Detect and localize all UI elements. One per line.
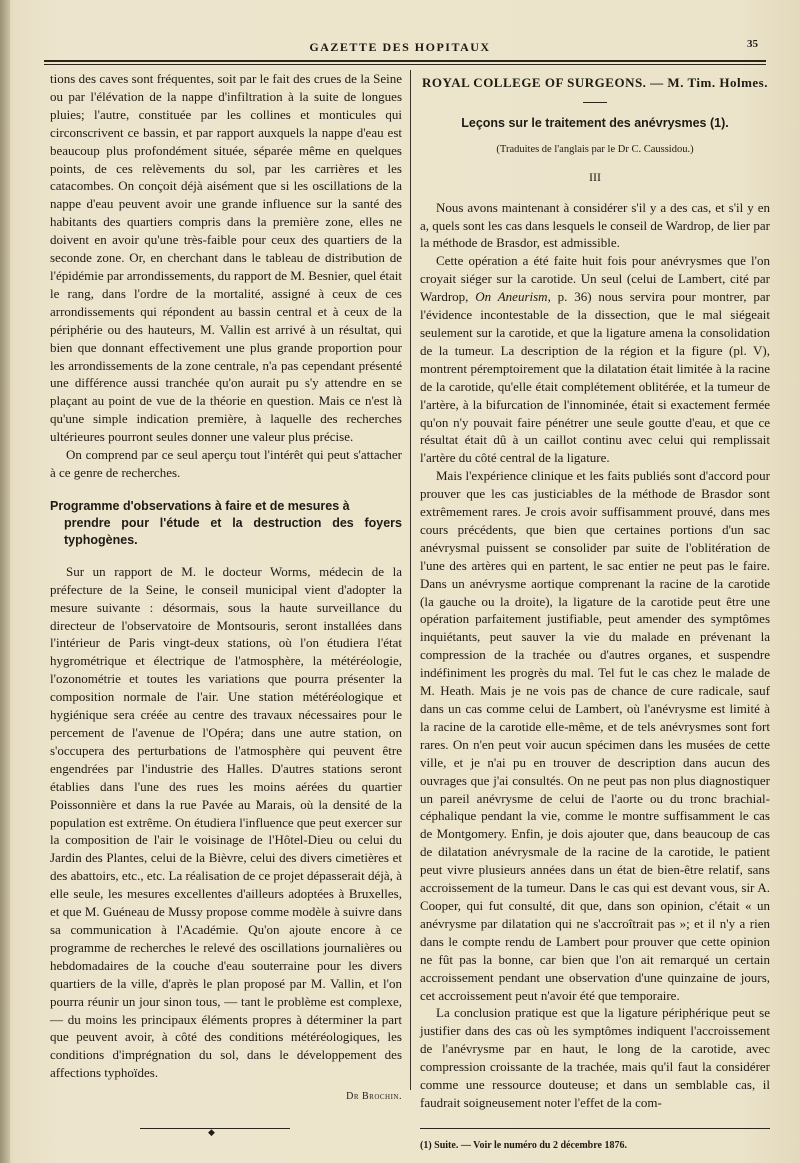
journal-title: GAZETTE DES HOPITAUX — [309, 40, 491, 54]
paragraph-2 — [420, 252, 770, 467]
section-title — [50, 498, 402, 549]
second-paragraph: On comprend par ce seul aperçu tout l'intérêt qui peut s'attacher à ce genre de recherches. — [50, 447, 402, 480]
paragraph-4: La conclusion pratique est que la ligature périphérique peut se justifier dans des cas où les symptômes indiquent l'accroissement de l'anévrysme par en haut, le long de la carotide, avec compression croissante de la trachée, mais qu'il faut la considérer comme une ressource douteuse; et dans un semblable cas, il faudrait soigneusement noter l'effet de la com- — [420, 1005, 770, 1110]
p2-start: Cette opération a été faite huit fois pour anévrysmes que l'on croyait siéger sur la carotide. Un seul (celui de Lambert, cité par Wardrop, — [420, 253, 770, 305]
ornament-line — [140, 1128, 290, 1129]
paragraph-3: Mais l'expérience clinique et les faits publiés sont d'accord pour prouver que les cas justiciables de la méthode de Brasdor sont extrêmement rares. Je crois avoir suffisamment prouvé, dans mes cours précédents, que bien que certaines portions d'un sac anévrysmal puissent se consolider par suite de l'oblitération de l'une des artères qui en partent, le sac entier ne peut pas le faire. Dans un anévrysme aortique comprenant la racine de la carotide (la gauche ou la droite), la ligature de la carotide peut être une opération parfaitement justifiable, peut amender des symptômes inquiétants, peut sauver la vie du malade en prévenant la compression de la trachée ou d'autres organes, et suspendre indéfiniment les progrès du mal. Tel fut le cas chez le malade de M. Heath. Mais je ne vois pas de chance de cure radicale, sauf dans un cas comme celui de Lambert, où l'anévrysme est limité à la racine de la carotide elle-même, et de tels anévrysmes sont fort rares. On n'en peut voir aucun spécimen dans les musées de cette ville, et je n'ai pu en trouver de description dans aucun des ouvrages que j'ai consultés. On ne peut pas non plus diagnostiquer un pareil anévrysme de celui de l'aorte ou du tronc brachial-céphalique pendant la vie, comme le montre suffisamment le cas de Montgomery. Enfin, je dois ajouter que, dans beaucoup de cas de dilatation anévrysmale de la racine de la carotide, le patient peut vivre plusieurs années dans un état de bien-être relatif, sans accroissement de la tumeur. Dans le cas qui est devant vous, sir A. Cooper, qui fut consulté, dit que, dans son opinion, c'était « un anévrysme par dilatation qui ne s'accroîtrait pas »; et il n'y a rien dans le compte rendu de Lambert pour prouver que cette opinion ne fût pas la bonne, car bien que l'on ait remarqué un certain accroissement pendant une observation d'une quinzaine de jours, cet accroissement peut n'avoir été que temporaire. — [420, 468, 770, 1003]
signature: Dr Brochin. — [346, 1091, 402, 1103]
section-title-line1: Programme d'observations à faire et de mesures à — [50, 498, 350, 513]
lecture-number: III — [589, 169, 601, 184]
diamond-icon: ◆ — [208, 1127, 215, 1138]
program-paragraph: Sur un rapport de M. le docteur Worms, médecin de la préfecture de la Seine, le conseil municipal vient d'adopter la mesure suivante : désormais, sous la haute surveillance du directeur de l'observatoire de Montsouris, seront installées dans l'intérieur de Paris vingt-deux stations, où l'on étudiera l'état hygrométrique et électrique de l'atmosphère, la météréologie, l'ozonométrie et toutes les variations que pourra présenter la composition normale de l'air. Une station météréologique et hygiénique sera créée au centre des travaux nécessaires pour le percement de l'avenue de l'Opéra; dans une autre station, on s'occupera des perturbations de l'atmosphère qui peuvent être engendrées par l'industrie des Halles. D'autres stations seront établies dans l'une des rues les moins aérées du quartier Poissonnière et dans la rue Pavée au Marais, où la densité de la population est extrême. On étudiera l'influence que peut exercer sur la composition de l'air le voisinage de l'Hôtel-Dieu ou celui du Jardin des Plantes, celui de la Bièvre, celui des divers cimetières et des abattoirs, etc., etc. La réalisation de ce projet dépasserait déjà, à elle seule, les mesures excellentes d'ailleurs adoptées à Bruxelles, et que M. Guéneau de Mussy propose comme modèle à suivre dans sa communication à l'Académie. Qu'on ajoute encore à ce programme de recherches le relevé des oscillations journalières ou hebdomadaires de la couche d'eau souterraine pour les divers quartiers de la ville, d'après le plan proposé par M. Vallin, et l'on pourra réunir un jour sinon tous, — tant le problème est complexe, — du moins les principaux éléments propres à déterminer la part que peuvent avoir, à côté des conditions météréologiques, les conditions d'imprégnation du sol, dans le développement des affections typhoïdes. — [50, 563, 402, 1081]
intro-paragraph: tions des caves sont fréquentes, soit par le fait des crues de la Seine ou par l'élévation de la nappe d'infiltration à la suite de longues pluies; l'autre, constituée par les collines et monticules qui circonscrivent ce bassin, et par rapport auxquels la nappe d'eau est beaucoup plus profondément située, séparée même en quelques points, de ces relèvements du sol, par les carrières et les catacombes. On conçoit déjà aisément que si les oscillations de la nappe d'eau peuvent avoir une grande influence sur la santé des habitants des quartiers compris dans la première zone, elles ne doivent en avoir qu'une très-faible pour ceux des quartiers de la seconde zone. Or, en cherchant dans le tableau de distribution de l'épidémie par arrondissements, du rapport de M. Besnier, quel était le rang, dans l'ordre de la mortalité, assigné à ceux de ces arrondissements qui répondent au bassin central et à ceux de la périphérie ou des hauteurs, M. Vallin est arrivé à un résultat, qui bien que donnant effectivement une plus grande proportion pour les arrondissements de la zone centrale, n'a pas cependant présenté une différence aussi tranchée qu'on aurait pu s'y attendre en se plaçant au point de vue de la théorie en question. Mais ce n'est là qu'une simple indication première, à laquelle des recherches ultérieures pourront seules donner une valeur plus précise. — [50, 71, 402, 445]
column-divider — [410, 70, 411, 1090]
footnote-rule — [420, 1128, 770, 1129]
left-column — [50, 70, 402, 1138]
header-rule-thick — [44, 60, 766, 62]
binding-edge — [0, 0, 10, 1163]
header-rule-thin — [44, 64, 766, 65]
paragraph-1: Nous avons maintenant à considérer s'il y a des cas, et s'il y en a, quels sont les cas dans lesquels le conseil de Wardrop, de lier par la méthode de Brasdor, est admissible. — [420, 199, 770, 251]
short-rule — [583, 102, 607, 103]
book-title: On Aneurism — [475, 289, 548, 305]
translation-note: (Traduites de l'anglais par le Dr C. Caussidou.) — [496, 143, 694, 155]
college-title: ROYAL COLLEGE OF SURGEONS. — M. Tim. Holmes. — [422, 75, 768, 90]
lecture-title: Leçons sur le traitement des anévrysmes (1). — [461, 115, 729, 130]
footnote: (1) Suite. — Voir le numéro du 2 décembre 1876. — [420, 1139, 627, 1151]
p2-end: , p. 36) nous servira pour montrer, par l'évidence incontestable de la dissection, que le mal siégeait seulement sur la carotide, et que la ligature amena la consolidation de la tumeur. La description de la région et la figure (pl. V), montrent péremptoirement que la dilatation était limitée à la racine de la carotide, qu'elle était complétement oblitérée, et la tumeur de l'artère, à la bifurcation de l'innominée, était si exactement fermée qu'on n'y pouvait faire pénétrer une seule goutte d'eau, et que ce résultat était dû à un caillot continu avec celui qui remplissait l'artère du côté central de la ligature. — [420, 289, 770, 466]
section-title-line2: prendre pour l'étude et la destruction des foyers typhogènes. — [64, 515, 402, 547]
page-header — [40, 38, 760, 60]
section-ornament — [50, 1124, 402, 1138]
right-column — [420, 74, 770, 1155]
page-number: 35 — [747, 38, 758, 50]
